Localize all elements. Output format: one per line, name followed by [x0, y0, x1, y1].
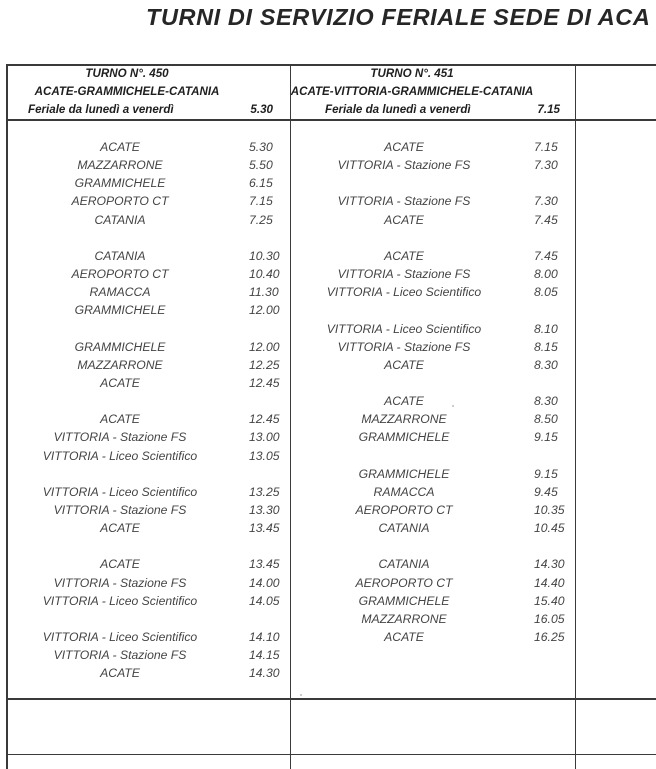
stop-name: ACATE	[100, 375, 140, 390]
stop-name: VITTORIA - Stazione FS	[337, 194, 471, 209]
stop-name: ACATE	[384, 248, 424, 263]
stop-time: 10.40	[249, 267, 280, 282]
turno-route: ACATE-VITTORIA-GRAMMICHELE-CATANIA	[290, 85, 534, 98]
stop-name: VITTORIA - Liceo Scientifico	[326, 285, 482, 300]
stop-time: 12.25	[249, 357, 280, 372]
stop-time: 15.40	[534, 593, 565, 608]
stop-name: MAZZARRONE	[361, 611, 447, 626]
stop-name: ACATE	[100, 412, 140, 427]
stop-time: 12.45	[249, 375, 280, 390]
footer-top-border	[6, 698, 656, 700]
page-title: TURNI DI SERVIZIO FERIALE SEDE DI ACA	[146, 4, 651, 30]
stop-time: 13.25	[249, 484, 280, 499]
scan-speck	[452, 405, 454, 407]
turno-departure-time: 7.15	[537, 103, 560, 116]
stop-name: VITTORIA - Liceo Scientifico	[42, 593, 198, 608]
stop-name: AEROPORTO CT	[355, 575, 453, 590]
stop-time: 8.10	[534, 321, 558, 336]
stop-name: CATANIA	[94, 212, 146, 227]
column-divider-2	[575, 64, 576, 769]
stop-time: 14.30	[249, 666, 280, 681]
stop-name: VITTORIA - Stazione FS	[337, 339, 471, 354]
stop-name: GRAMMICHELE	[358, 430, 450, 445]
stop-name: ACATE	[100, 140, 140, 154]
stop-name: GRAMMICHELE	[358, 466, 450, 481]
stop-time: 14.30	[534, 557, 565, 572]
stop-name: CATANIA	[378, 557, 430, 572]
stop-time: 8.00	[534, 267, 558, 282]
stop-time: 8.30	[534, 394, 558, 409]
stop-time: 7.25	[249, 212, 273, 227]
turno-days: Feriale da lunedì a venerdì	[325, 103, 471, 116]
scan-speck	[300, 694, 302, 696]
stop-name: VITTORIA - Stazione FS	[53, 430, 187, 445]
stop-name: AEROPORTO CT	[355, 503, 453, 517]
stop-name: VITTORIA - Liceo Scientifico	[42, 448, 198, 463]
stop-time: 10.35	[534, 503, 565, 517]
stop-name: ACATE	[384, 140, 424, 154]
turno-number: TURNO N°. 450	[85, 67, 169, 80]
stop-time: 5.30	[249, 140, 273, 154]
stop-time: 14.10	[249, 630, 280, 645]
stop-name: CATANIA	[378, 521, 430, 536]
stop-time: 8.50	[534, 412, 558, 427]
stop-time: 9.45	[534, 484, 558, 499]
stop-name: GRAMMICHELE	[358, 593, 450, 608]
stop-name: GRAMMICHELE	[74, 339, 166, 354]
stop-time: 12.45	[249, 412, 280, 427]
stop-time: 16.25	[534, 630, 565, 645]
stop-time: 12.00	[249, 339, 280, 354]
stop-name: VITTORIA - Liceo Scientifico	[42, 630, 198, 645]
stop-name: ACATE	[100, 557, 140, 572]
stop-time: 10.30	[249, 248, 280, 263]
stop-name: VITTORIA - Stazione FS	[337, 158, 471, 173]
stop-name: VITTORIA - Liceo Scientifico	[326, 321, 482, 336]
stop-time: 9.15	[534, 466, 558, 481]
stop-time: 11.30	[249, 285, 279, 300]
stop-name: AEROPORTO CT	[71, 267, 169, 282]
table-left-border	[6, 64, 8, 769]
turno-number: TURNO N°. 451	[370, 67, 454, 80]
turno-route: ACATE-GRAMMICHELE-CATANIA	[34, 85, 220, 98]
stop-time: 8.05	[534, 285, 558, 300]
turno-days: Feriale da lunedì a venerdì	[28, 103, 174, 116]
stop-name: AEROPORTO CT	[71, 194, 169, 209]
stop-name: VITTORIA - Stazione FS	[53, 648, 187, 663]
turno-departure-time: 5.30	[250, 103, 273, 116]
stop-time: 13.45	[249, 521, 280, 536]
stop-time: 10.45	[534, 521, 565, 536]
stop-time: 14.40	[534, 575, 565, 590]
stop-time: 7.45	[534, 248, 558, 263]
stop-name: ACATE	[100, 521, 140, 536]
stop-name: ACATE	[384, 357, 424, 372]
stop-name: VITTORIA - Liceo Scientifico	[42, 484, 198, 499]
stop-name: CATANIA	[94, 248, 146, 263]
stop-time: 6.15	[249, 176, 273, 191]
stop-time: 8.15	[534, 339, 558, 354]
stop-time: 14.15	[249, 648, 280, 663]
stop-name: MAZZARRONE	[361, 412, 447, 427]
table-top-border	[6, 64, 656, 66]
stop-time: 5.50	[249, 158, 273, 173]
stop-time: 9.15	[534, 430, 558, 445]
column-divider-1	[290, 64, 291, 769]
stop-time: 14.00	[249, 575, 280, 590]
stop-name: ACATE	[384, 394, 424, 409]
stop-time: 7.15	[534, 140, 558, 154]
stop-time: 7.30	[534, 194, 558, 209]
stop-time: 7.15	[249, 194, 273, 209]
stop-name: ACATE	[384, 212, 424, 227]
stop-name: ACATE	[384, 630, 424, 645]
stop-name: MAZZARRONE	[77, 357, 163, 372]
stop-time: 13.05	[249, 448, 280, 463]
stop-name: MAZZARRONE	[77, 158, 163, 173]
stop-time: 8.30	[534, 357, 558, 372]
stop-name: VITTORIA - Stazione FS	[53, 575, 187, 590]
stop-time: 13.00	[249, 430, 280, 445]
header-bottom-border	[6, 119, 656, 121]
stop-name: GRAMMICHELE	[74, 176, 166, 191]
stop-time: 12.00	[249, 303, 280, 318]
stop-time: 13.30	[249, 503, 280, 517]
stop-name: VITTORIA - Stazione FS	[53, 503, 187, 517]
stop-name: RAMACCA	[373, 484, 435, 499]
footer-bottom-border	[6, 754, 656, 755]
stop-name: GRAMMICHELE	[74, 303, 166, 318]
stop-time: 14.05	[249, 593, 280, 608]
stop-time: 7.30	[534, 158, 558, 173]
stop-name: ACATE	[100, 666, 140, 681]
stop-time: 16.05	[534, 611, 565, 626]
stop-name: RAMACCA	[89, 285, 151, 300]
stop-time: 13.45	[249, 557, 280, 572]
stop-time: 7.45	[534, 212, 558, 227]
stop-name: VITTORIA - Stazione FS	[337, 267, 471, 282]
